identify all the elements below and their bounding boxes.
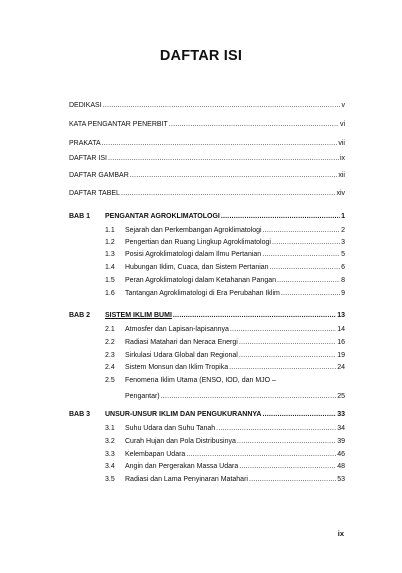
section-number: 1.6	[105, 290, 115, 297]
section-number: 3.3	[105, 451, 115, 458]
section-title: Sejarah dan Perkembangan Agroklimatologi	[125, 227, 262, 234]
chapter-page: 1	[341, 213, 345, 220]
section-number: 2.3	[105, 352, 115, 359]
section-entry	[105, 249, 345, 261]
entry-label: DAFTAR ISI	[69, 155, 107, 162]
dot-leader	[186, 449, 336, 461]
dot-leader	[272, 237, 340, 249]
dot-leader	[173, 310, 336, 322]
entry-page: v	[341, 102, 345, 109]
section-title: Angin dan Pergerakan Massa Udara	[125, 463, 239, 470]
dot-leader	[230, 324, 336, 336]
entry-label: PRAKATA	[69, 140, 101, 147]
section-page: 14	[337, 326, 345, 333]
section-title: Suhu Udara dan Suhu Tanah	[125, 425, 216, 432]
chapter-bab-1	[69, 211, 345, 223]
toc-entry-daftar-tabel	[69, 188, 345, 200]
dot-leader	[161, 391, 337, 403]
toc-entry-daftar-gambar	[69, 170, 345, 182]
dot-leader	[270, 262, 341, 274]
section-page: 34	[337, 425, 345, 432]
dot-leader	[262, 249, 340, 261]
chapter-number: BAB 3	[69, 411, 91, 418]
section-page: 16	[337, 339, 345, 346]
section-entry	[105, 337, 345, 349]
chapter-title: PENGANTAR AGROKLIMATOLOGI	[105, 213, 220, 220]
chapter-number: BAB 2	[69, 312, 91, 319]
section-title: Tantangan Agroklimatologi di Era Perubahan Iklim	[125, 290, 280, 297]
dot-leader	[277, 275, 340, 287]
section-entry	[105, 288, 345, 300]
entry-page: vi	[339, 121, 345, 128]
dot-leader	[239, 350, 336, 362]
section-entry	[105, 375, 345, 403]
section-page: 53	[337, 476, 345, 483]
dot-leader	[121, 188, 335, 200]
chapter-number: BAB 1	[69, 213, 91, 220]
section-entry	[105, 225, 345, 237]
toc-entry-dedikasi	[69, 100, 345, 112]
section-number: 3.5	[105, 476, 115, 483]
section-number: 1.3	[105, 251, 115, 258]
section-title: Hubungan Iklim, Cuaca, dan Sistem Pertanian	[125, 264, 269, 271]
section-entry	[105, 461, 345, 473]
section-entry	[105, 449, 345, 461]
section-number: 3.4	[105, 463, 115, 470]
dot-leader	[262, 409, 336, 421]
page-number: ix	[337, 529, 344, 538]
section-entry	[105, 237, 345, 249]
dot-leader	[281, 288, 340, 300]
section-number: 3.1	[105, 425, 115, 432]
section-title: Curah Hujan dan Pola Distribusinya	[125, 438, 236, 445]
chapter-bab-2	[69, 310, 345, 322]
section-entry	[105, 275, 345, 287]
entry-page: xiv	[336, 190, 345, 197]
section-title: Radiasi Matahari dan Neraca Energi	[125, 339, 238, 346]
section-title: Fenomena Iklim Utama (ENSO, IOD, dan MJO –	[125, 377, 276, 384]
dot-leader	[102, 138, 338, 150]
section-title: Sistem Monsun dan Iklim Tropika	[125, 364, 229, 371]
section-entry	[105, 423, 345, 435]
dot-leader	[237, 436, 336, 448]
chapter-page: 13	[337, 312, 345, 319]
section-number: 1.1	[105, 227, 115, 234]
section-page: 3	[341, 239, 345, 246]
section-entry	[105, 362, 345, 374]
section-number: 2.1	[105, 326, 115, 333]
section-entry	[105, 324, 345, 336]
dot-leader	[169, 119, 339, 131]
dot-leader	[130, 170, 338, 182]
toc-entry-daftar-isi	[69, 153, 345, 165]
entry-page: ix	[339, 155, 345, 162]
section-title: Pengertian dan Ruang Lingkup Agroklimatologi	[125, 239, 271, 246]
section-number: 1.5	[105, 277, 115, 284]
section-page: 6	[341, 264, 345, 271]
toc-entry-prakata	[69, 138, 345, 150]
section-entry	[105, 436, 345, 448]
entry-label: DAFTAR GAMBAR	[69, 172, 129, 179]
chapter-title: UNSUR-UNSUR IKLIM DAN PENGUKURANNYA	[105, 411, 262, 418]
section-page: 46	[337, 451, 345, 458]
page-title: DAFTAR ISI	[159, 48, 243, 64]
section-title: Sirkulasi Udara Global dan Regional	[125, 352, 238, 359]
section-number: 2.5	[105, 377, 115, 384]
entry-label: KATA PENGANTAR PENERBIT	[69, 121, 168, 128]
section-entry	[105, 262, 345, 274]
section-page: 5	[341, 251, 345, 258]
section-page: 39	[337, 438, 345, 445]
dot-leader	[103, 100, 341, 112]
section-title: Kelembapan Udara	[125, 451, 186, 458]
section-title: Radiasi dan Lama Penyinaran Matahari	[125, 476, 248, 483]
dot-leader	[249, 474, 336, 486]
section-title: Atmosfer dan Lapisan-lapisannya	[125, 326, 229, 333]
dot-leader	[229, 362, 336, 374]
entry-page: vii	[338, 140, 345, 147]
section-page: 8	[341, 277, 345, 284]
section-page: 9	[341, 290, 345, 297]
section-page: 19	[337, 352, 345, 359]
chapter-bab-3	[69, 409, 345, 421]
section-title: Peran Agroklimatologi dalam Ketahanan Pangan	[125, 277, 276, 284]
section-page: 24	[337, 364, 345, 371]
section-page: 48	[337, 463, 345, 470]
entry-label: DEDIKASI	[69, 102, 102, 109]
chapter-page: 33	[337, 411, 345, 418]
dot-leader	[216, 423, 336, 435]
section-title-continued: Pengantar)	[125, 393, 160, 400]
section-number: 1.4	[105, 264, 115, 271]
dot-leader	[221, 211, 340, 223]
section-page: 2	[341, 227, 345, 234]
dot-leader	[239, 461, 336, 473]
section-page: 25	[337, 393, 345, 400]
dot-leader	[239, 337, 336, 349]
entry-label: DAFTAR TABEL	[69, 190, 120, 197]
chapter-title: SISTEM IKLIM BUMI	[105, 312, 172, 319]
section-number: 1.2	[105, 239, 115, 246]
dot-leader	[263, 225, 341, 237]
section-title: Posisi Agroklimatologi dalam Ilmu Pertanian	[125, 251, 262, 258]
section-entry	[105, 350, 345, 362]
section-number: 2.4	[105, 364, 115, 371]
section-number: 3.2	[105, 438, 115, 445]
entry-page: xii	[338, 172, 345, 179]
section-number: 2.2	[105, 339, 115, 346]
dot-leader	[108, 153, 339, 165]
section-entry	[105, 474, 345, 486]
toc-entry-kata-pengantar	[69, 119, 345, 131]
